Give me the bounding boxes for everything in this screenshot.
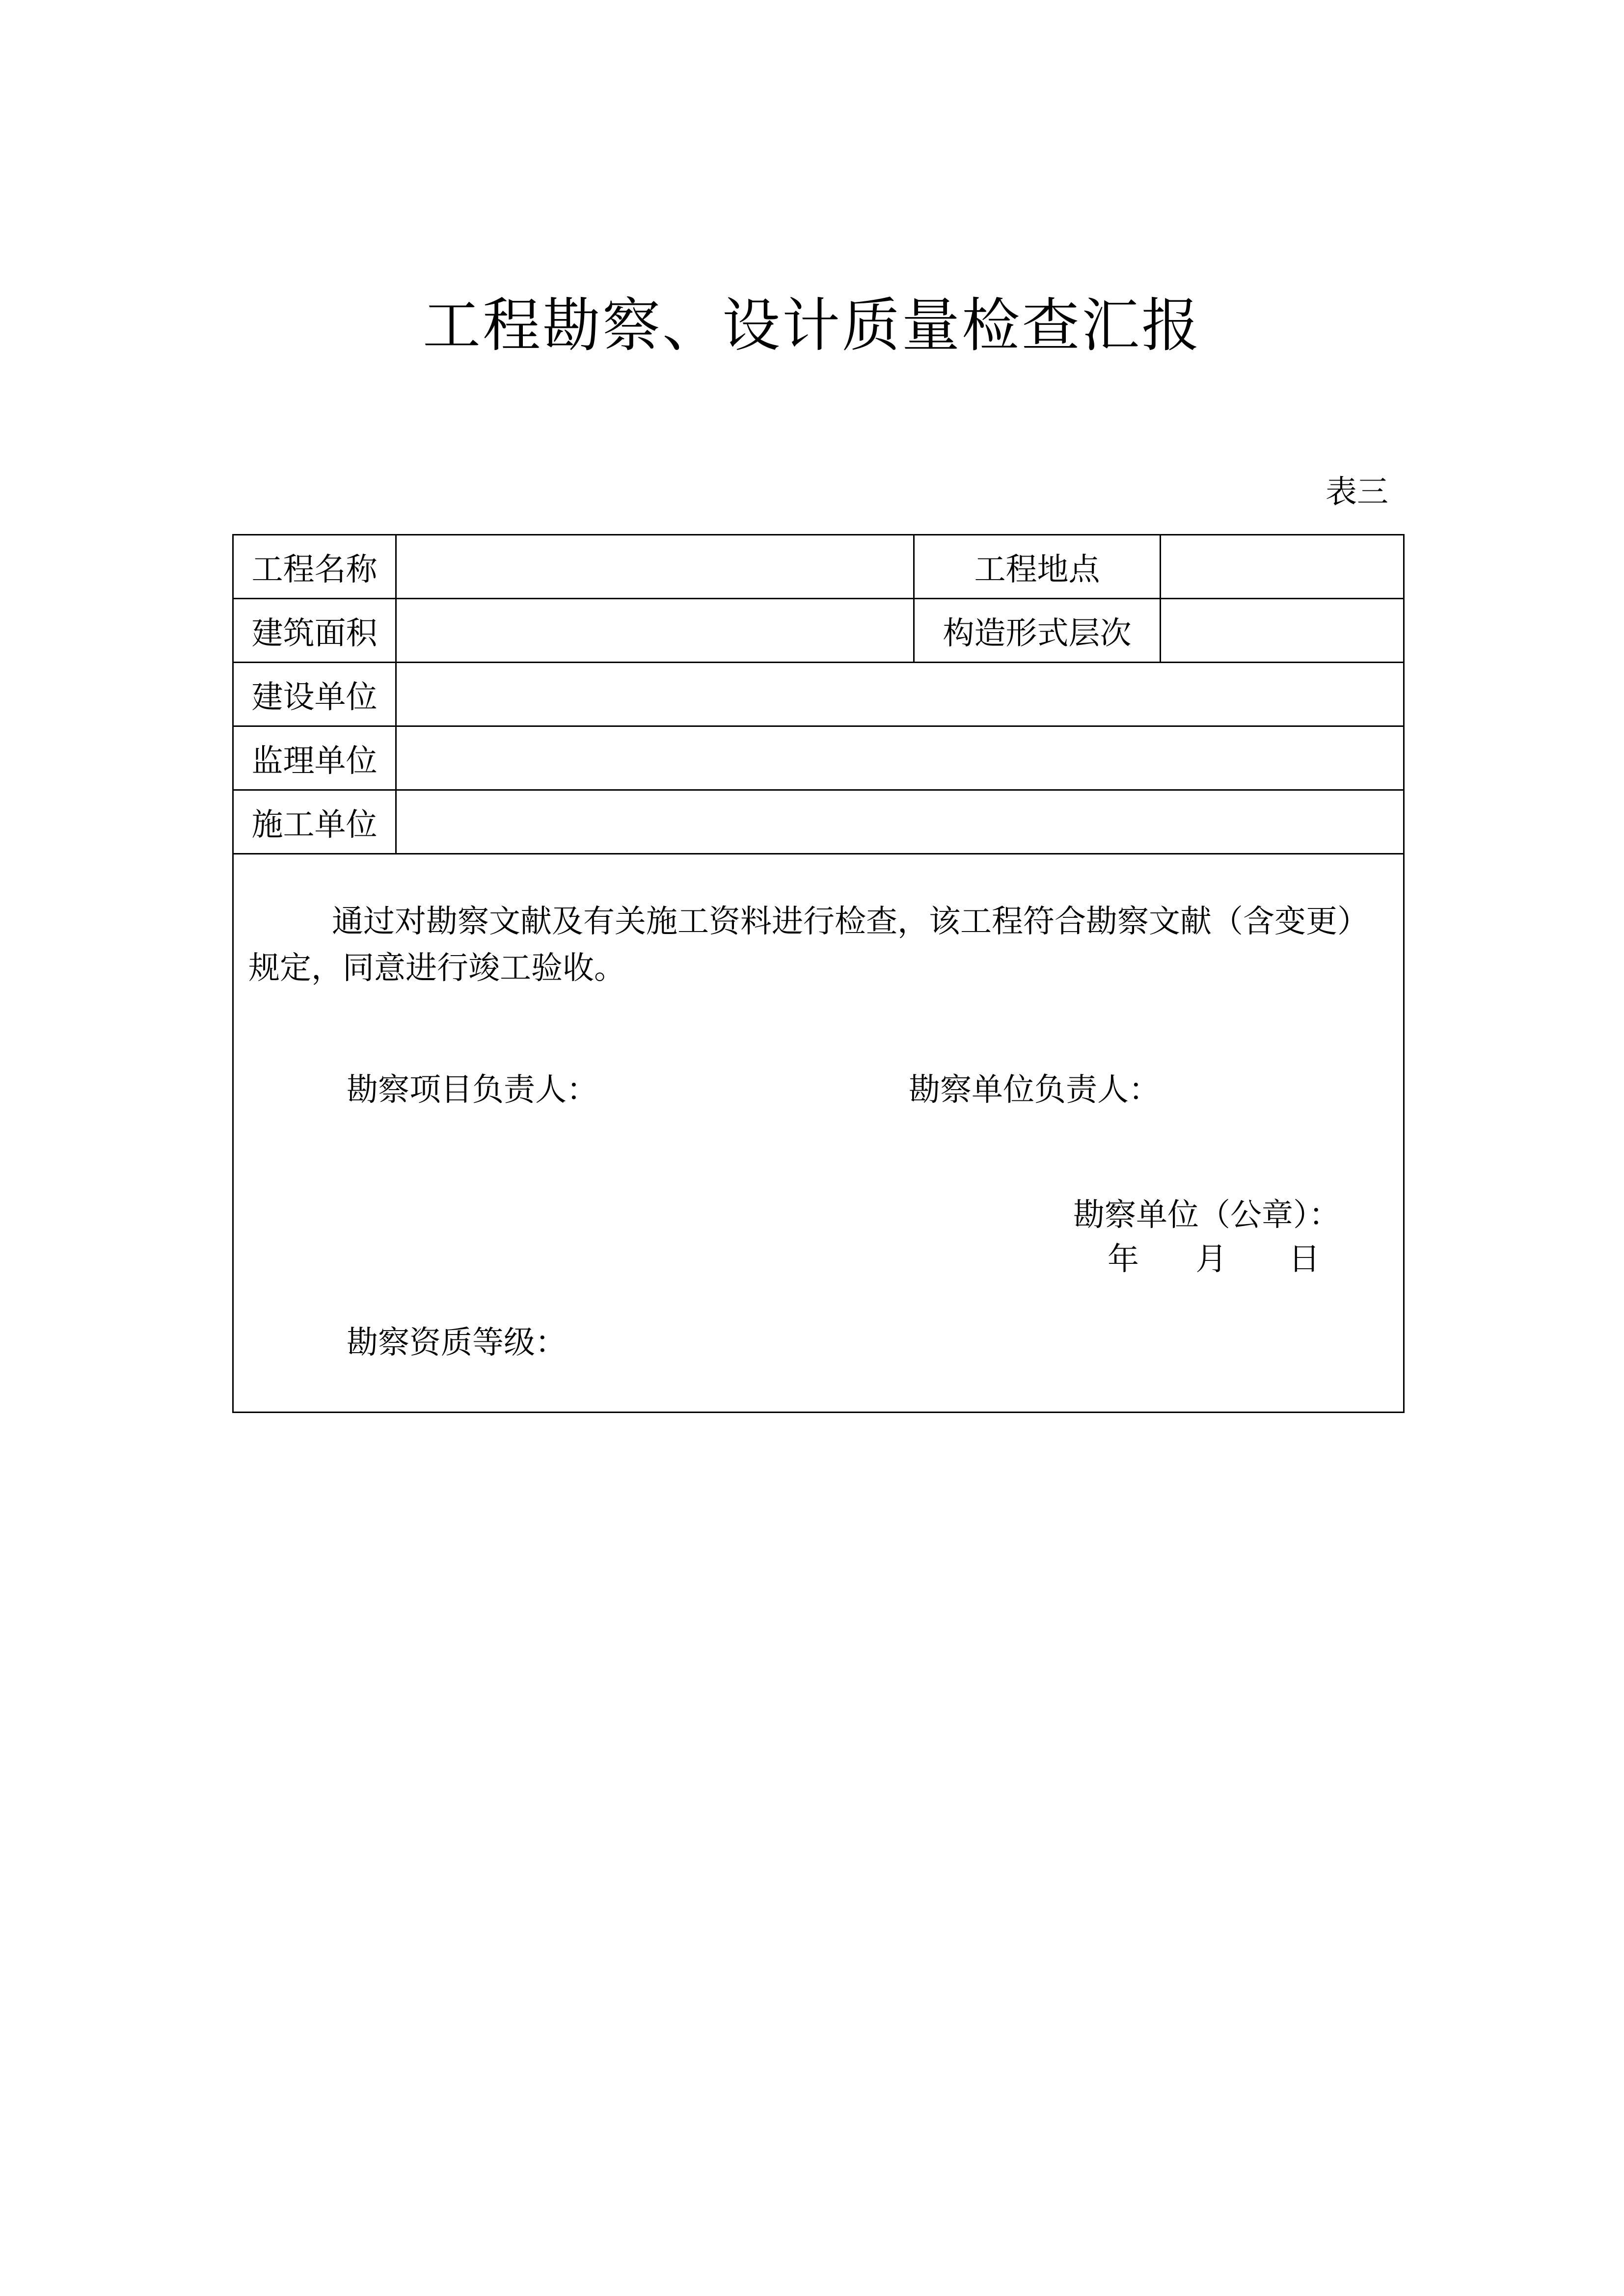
supervision-unit-field[interactable] [396,726,1404,790]
statement-paragraph [248,899,1392,992]
project-name-label: 工程名称 [233,535,396,599]
building-area-field[interactable] [396,599,914,663]
project-location-label: 工程地点 [914,535,1161,599]
survey-unit-seal: 勘察单位（公章）： [1073,1197,1340,1233]
date-day: 日 [1288,1241,1320,1278]
row-building-area [233,599,1404,663]
inspection-form-table [232,534,1405,1413]
construction-unit-label: 建设单位 [233,663,396,726]
builder-unit-field[interactable] [396,790,1404,854]
construction-unit-field[interactable] [396,663,1404,726]
project-name-field[interactable] [396,535,914,599]
statement-line-1: 通过对勘察文献及有关施工资料进行检查，该工程符合勘察文献（含变更） [332,904,1369,940]
survey-unit-lead: 勘察单位负责人： [909,1072,1160,1108]
supervision-unit-label: 监理单位 [233,726,396,790]
row-project-name [233,535,1404,599]
row-statement [233,854,1404,1413]
row-construction-unit [233,663,1404,726]
survey-project-lead: 勘察项目负责人： [347,1072,598,1108]
statement-cell [233,854,1404,1413]
row-supervision-unit [233,726,1404,790]
table-number: 表三 [1326,474,1388,510]
structure-floors-field[interactable] [1161,599,1404,663]
project-location-field[interactable] [1161,535,1404,599]
date-line [1108,1237,1320,1281]
row-builder-unit [233,790,1404,854]
survey-qualification-level: 勘察资质等级： [347,1325,567,1361]
page-title: 工程勘察、设计质量检查汇报 [422,292,1201,359]
structure-floors-label: 构造形式层次 [914,599,1161,663]
builder-unit-label: 施工单位 [233,790,396,854]
building-area-label: 建筑面积 [233,599,396,663]
date-month: 月 [1195,1241,1227,1278]
date-year: 年 [1108,1241,1139,1278]
statement-line-2: 规定，同意进行竣工验收。 [248,950,625,987]
